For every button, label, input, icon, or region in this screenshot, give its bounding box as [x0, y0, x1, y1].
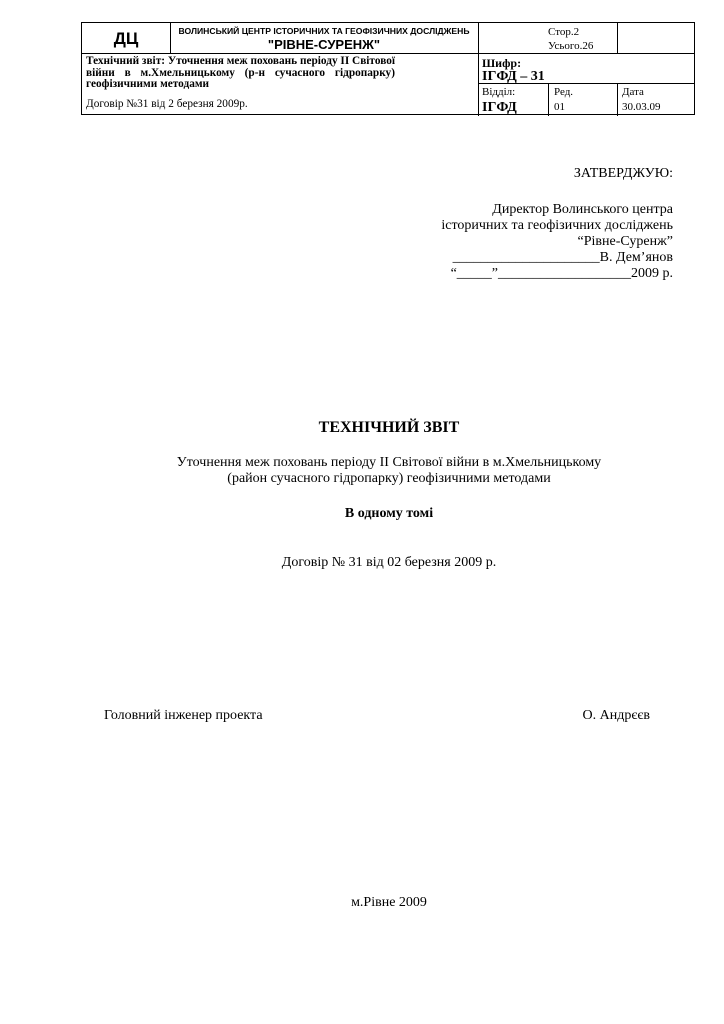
divider	[478, 23, 479, 116]
department-value: ІГФД	[482, 100, 517, 115]
page-number: Стор.2	[548, 26, 580, 38]
divider	[617, 83, 618, 116]
report-subtitle-line1: Уточнення меж поховань періоду ІІ Світової війни в м.Хмельницькому	[176, 455, 602, 470]
divider	[82, 53, 694, 54]
report-title-line2: війни в м.Хмельницькому (р-н сучасного гідропарку)	[86, 67, 395, 79]
date-value: 30.03.09	[622, 101, 661, 113]
volume-note: В одному томі	[344, 506, 434, 521]
contract-reference: Договір №31 від 2 березня 2009р.	[86, 98, 248, 110]
divider	[548, 83, 549, 116]
chief-engineer-position: Головний інженер проекта	[104, 708, 263, 723]
org-full-name: ВОЛИНСЬКИЙ ЦЕНТР ІСТОРИЧНИХ ТА ГЕОФІЗИЧНИХ ДОСЛІДЖЕНЬ	[178, 26, 470, 36]
cipher-value: ІГФД – 31	[482, 69, 545, 84]
chief-engineer-name: О. Андрєєв	[582, 708, 650, 723]
approval-title: ЗАТВЕРДЖУЮ:	[573, 166, 673, 181]
org-name: "РІВНЕ-СУРЕНЖ"	[267, 37, 381, 52]
approval-position-line2: історичних та геофізичних досліджень	[441, 218, 673, 233]
revision-label: Ред.	[554, 86, 574, 98]
approval-org-name: “Рівне-Суренж”	[577, 234, 673, 249]
approval-position-line1: Директор Волинського центра	[492, 202, 673, 217]
document-header-table	[81, 22, 695, 115]
divider	[617, 23, 618, 53]
report-title-line3: геофізичними методами	[86, 78, 210, 90]
department-label: Відділ:	[482, 86, 516, 98]
revision-value: 01	[554, 101, 565, 113]
report-title: ТЕХНІЧНИЙ ЗВІТ	[318, 419, 460, 436]
place-year: м.Рівне 2009	[351, 895, 427, 910]
org-abbreviation: ДЦ	[113, 29, 139, 48]
report-subtitle-line2: (район сучасного гідропарку) геофізичними методами	[227, 471, 551, 486]
date-label: Дата	[622, 86, 644, 98]
report-title-line1: Технічний звіт: Уточнення меж поховань періоду ІІ Світової	[86, 55, 396, 67]
page-total: Усього.26	[548, 40, 594, 52]
approval-date-line: “_____”___________________2009 р.	[450, 266, 673, 281]
cipher-label: Шифр:	[482, 56, 522, 70]
approval-signature-line: _____________________В. Дем’янов	[452, 250, 673, 265]
contract-line: Договір № 31 від 02 березня 2009 р.	[281, 555, 497, 570]
